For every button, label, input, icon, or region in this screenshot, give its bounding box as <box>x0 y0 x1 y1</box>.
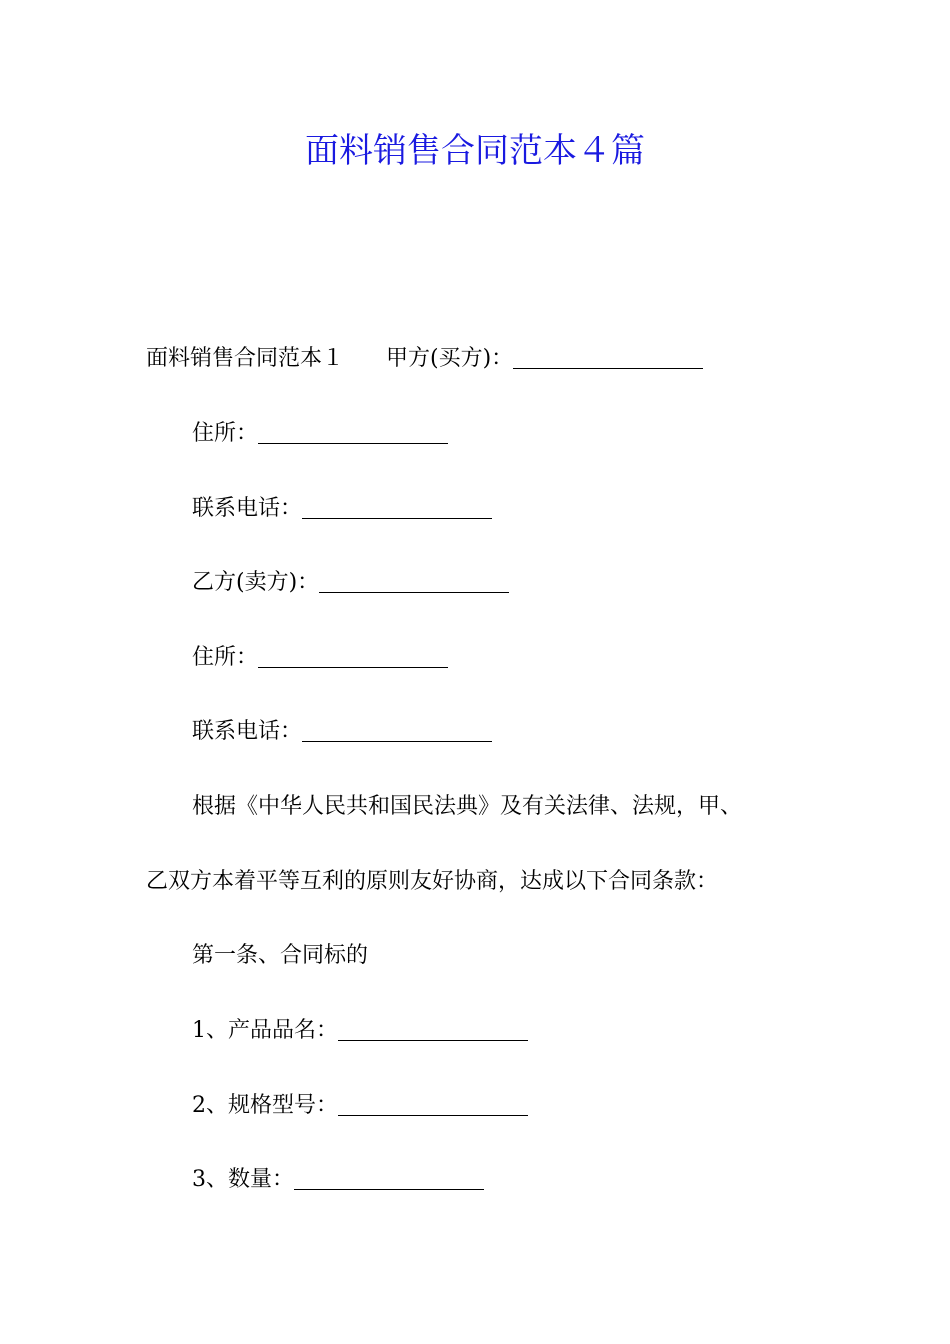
intro-line-2: 乙双方本着平等互利的原则友好协商，达成以下合同条款： <box>146 869 719 894</box>
party-b-blank <box>319 570 509 593</box>
quantity-row <box>192 1165 484 1195</box>
party-a-row <box>146 344 703 374</box>
phone-b-blank <box>302 719 492 742</box>
party-b-row <box>192 568 509 598</box>
article-1-heading: 第一条、合同标的 <box>192 943 369 968</box>
phone-a-label: 联系电话： <box>192 496 303 521</box>
address-b-row <box>192 643 448 673</box>
address-a-row <box>192 419 448 449</box>
address-b-blank <box>258 645 448 668</box>
party-b-label: 乙方(卖方)： <box>192 570 320 595</box>
spec-model-blank <box>338 1093 528 1116</box>
intro-line-1: 根据《中华人民共和国民法典》及有关法律、法规，甲、 <box>192 794 743 819</box>
address-b-label: 住所： <box>192 645 259 670</box>
phone-b-row <box>192 717 492 747</box>
phone-a-row <box>192 494 492 524</box>
address-a-blank <box>258 421 448 444</box>
quantity-label: 3、数量： <box>192 1167 294 1192</box>
product-name-blank <box>338 1018 528 1041</box>
phone-a-blank <box>302 496 492 519</box>
spec-model-row <box>192 1091 528 1121</box>
document-title: 面料销售合同范本４篇 <box>305 131 645 171</box>
phone-b-label: 联系电话： <box>192 719 303 744</box>
address-a-label: 住所： <box>192 421 259 446</box>
quantity-blank <box>294 1167 484 1190</box>
party-a-blank <box>513 346 703 369</box>
product-name-row <box>192 1016 528 1046</box>
party-a-label: 甲方(买方)： <box>386 346 514 371</box>
section-heading: 面料销售合同范本１ <box>146 346 345 371</box>
spec-model-label: 2、规格型号： <box>192 1093 338 1118</box>
product-name-label: 1、产品品名： <box>192 1018 338 1043</box>
